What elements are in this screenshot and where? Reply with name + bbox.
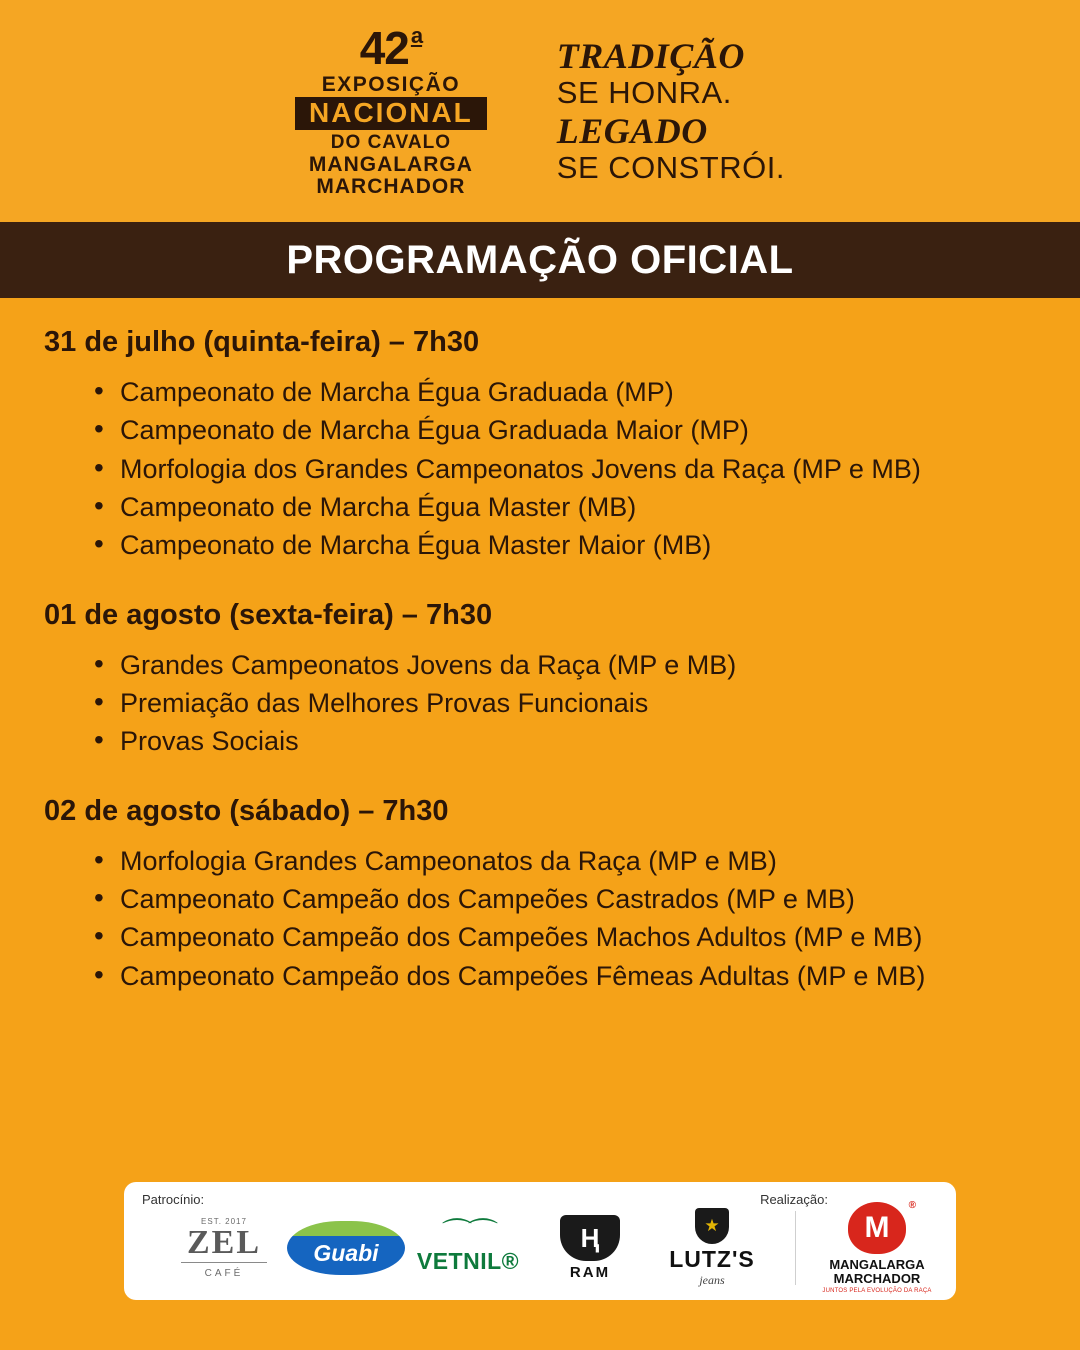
event-logo — [295, 22, 487, 198]
realization-name-line-1: MANGALARGA — [829, 1257, 925, 1273]
logo-line-nacional: NACIONAL — [295, 97, 487, 130]
title-bar — [0, 222, 1080, 298]
event-list — [44, 842, 1040, 995]
list-item: • Campeonato de Marcha Égua Graduada (MP) — [94, 373, 1040, 411]
horse-heads-icon: ⌒⌒ — [442, 1218, 494, 1251]
sponsor-logo-lutzs — [656, 1208, 768, 1288]
list-item: • Morfologia dos Grandes Campeonatos Jovens da Raça (MP e MB) — [94, 450, 1040, 488]
schedule-content — [0, 298, 1080, 995]
day-block-2 — [44, 599, 1040, 761]
registered-mark-icon: ® — [908, 1200, 916, 1212]
logo-line-do-cavalo: DO CAVALO — [330, 132, 451, 153]
list-item: • Morfologia Grandes Campeonatos da Raça (MP e MB) — [94, 842, 1040, 880]
realization-logo — [812, 1202, 942, 1293]
logo-edition-number — [359, 22, 423, 74]
realization-name-line-2: MARCHADOR — [833, 1271, 921, 1286]
realization-label: Realização: — [760, 1192, 828, 1207]
list-item: • Campeonato de Marcha Égua Graduada Maior (MP) — [94, 411, 1040, 449]
ram-wordmark: RAM — [569, 1264, 611, 1281]
zel-cafe-text: CAFÉ — [204, 1268, 244, 1279]
zel-wordmark: ZEL — [186, 1224, 262, 1261]
day-block-3 — [44, 795, 1040, 995]
logo-ordinal: a — [410, 23, 423, 48]
ram-head-icon: Ⱨ — [560, 1215, 620, 1261]
sponsor-label: Patrocínio: — [142, 1192, 205, 1207]
list-item: • Grandes Campeonatos Jovens da Raça (MP e MB) — [94, 646, 1040, 684]
logo-line-exposicao: EXPOSIÇÃO — [321, 73, 461, 96]
logo-line-marchador: MARCHADOR — [316, 175, 466, 198]
sponsor-logo-guabi — [290, 1208, 402, 1288]
lutzs-wordmark: LUTZ'S — [669, 1246, 755, 1272]
zel-divider-line — [181, 1262, 267, 1263]
logo-line-mangalarga: MANGALARGA — [308, 153, 473, 176]
sponsor-logos — [138, 1208, 779, 1288]
day-title: 01 de agosto (sexta-feira) – 7h30 — [44, 598, 493, 631]
slogan-line-4: SE CONSTRÓI. — [556, 150, 785, 186]
list-item: • Premiação das Melhores Provas Funcionais — [94, 684, 1040, 722]
realization-tagline: JUNTOS PELA EVOLUÇÃO DA RAÇA — [822, 1287, 932, 1294]
vetnil-wordmark: VETNIL® — [416, 1248, 520, 1274]
slogan-line-1: TRADIÇÃO — [556, 35, 745, 76]
sponsor-logo-ram — [534, 1208, 646, 1288]
guabi-badge — [287, 1221, 405, 1275]
list-item: • Campeonato Campeão dos Campeões Castrados (MP e MB) — [94, 880, 1040, 918]
lutzs-sub-text: jeans — [699, 1273, 725, 1287]
day-block-1 — [44, 326, 1040, 565]
realization-name — [829, 1258, 924, 1285]
day-title: 02 de agosto (sábado) – 7h30 — [44, 794, 449, 827]
list-item: • Campeonato Campeão dos Campeões Fêmeas Adultas (MP e MB) — [94, 957, 1040, 995]
shield-icon: ★ — [695, 1208, 729, 1244]
guabi-wordmark: Guabi — [313, 1240, 379, 1266]
mangalarga-marchador-icon: M ® — [848, 1202, 906, 1254]
header-banner — [0, 0, 1080, 222]
list-item: • Provas Sociais — [94, 722, 1040, 760]
zel-est-text: EST. 2017 — [201, 1217, 247, 1226]
list-item: • Campeonato de Marcha Égua Master Maior (MB) — [94, 526, 1040, 564]
list-item: • Campeonato de Marcha Égua Master (MB) — [94, 488, 1040, 526]
event-list — [44, 646, 1040, 761]
slogan-block — [557, 36, 785, 186]
page-title: PROGRAMAÇÃO OFICIAL — [286, 237, 794, 282]
slogan-line-2: SE HONRA. — [556, 75, 732, 111]
footer-divider — [795, 1211, 796, 1285]
sponsor-logo-vetnil — [412, 1208, 524, 1288]
list-item: • Campeonato Campeão dos Campeões Machos Adultos (MP e MB) — [94, 918, 1040, 956]
day-title: 31 de julho (quinta-feira) – 7h30 — [44, 326, 480, 358]
slogan-line-3: LEGADO — [556, 111, 708, 151]
logo-number: 42 — [359, 22, 409, 74]
sponsor-footer — [124, 1182, 956, 1300]
event-list — [44, 373, 1040, 565]
sponsor-logo-zel — [168, 1208, 280, 1288]
